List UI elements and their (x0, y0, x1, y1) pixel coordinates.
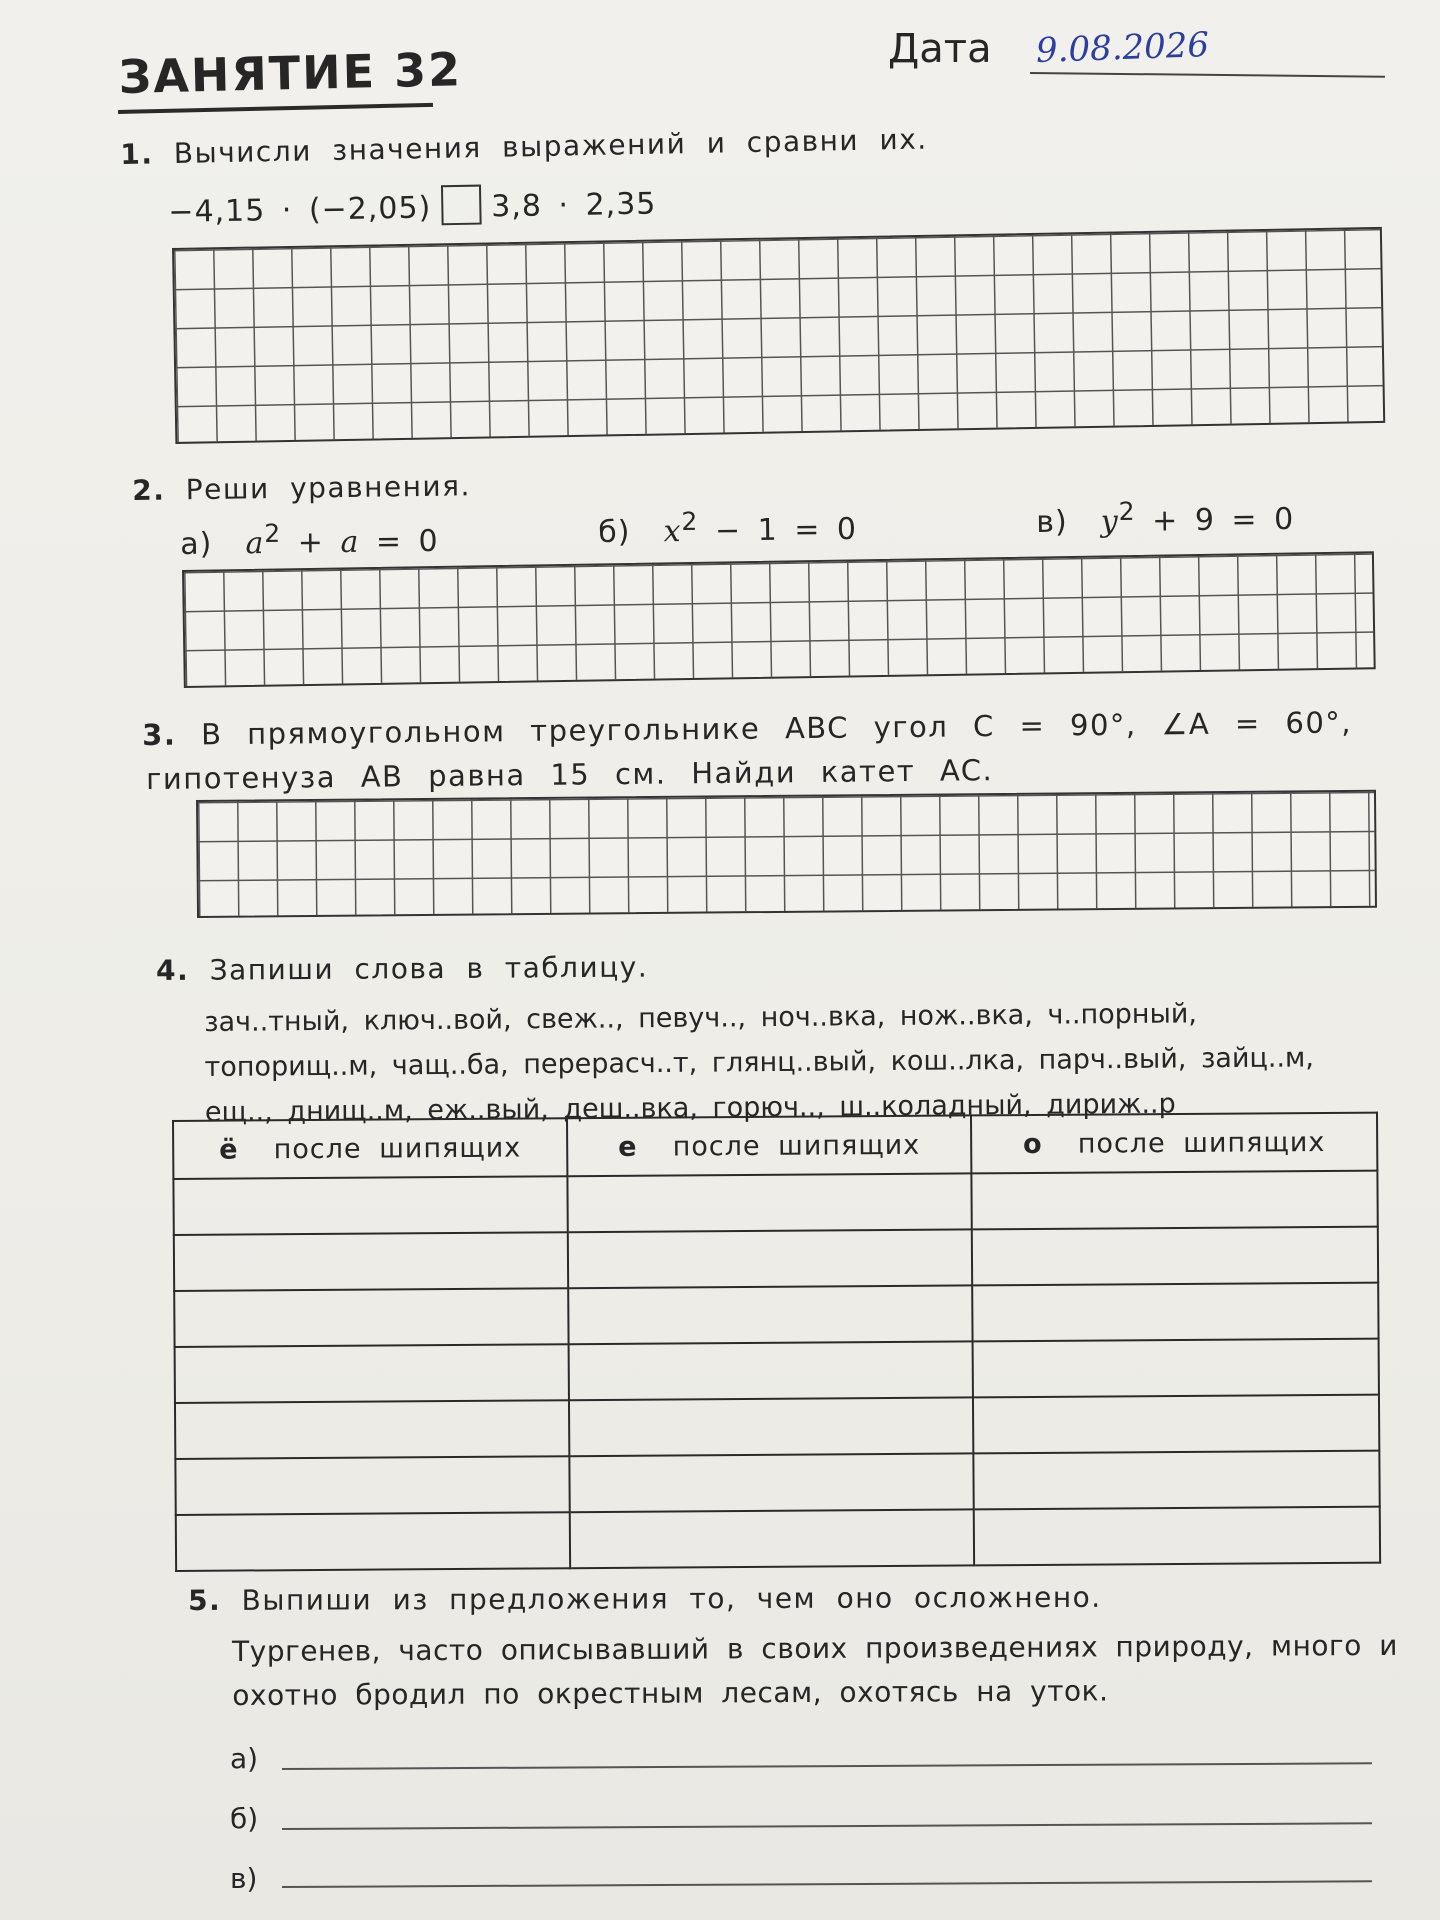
table-cell[interactable] (176, 1512, 570, 1571)
column-header-o: о после шипящих (971, 1113, 1377, 1174)
task-4-heading (156, 951, 648, 987)
table-cell[interactable] (569, 1341, 973, 1400)
equation-c-label: в) (1036, 504, 1068, 540)
word-list-line-1: зач..тный, ключ..вой, свеж.., певуч.., ноч..вка, нож..вка, ч..порный, (204, 998, 1198, 1038)
date-label: Дата (888, 26, 992, 72)
table-cell[interactable] (174, 1232, 568, 1291)
column-header-yo: ё после шипящих (173, 1118, 567, 1179)
task-3-number: 3. (142, 717, 177, 752)
column-header-e: е после шипящих (567, 1115, 971, 1176)
title-underline (118, 103, 433, 114)
task-5-sentence (232, 1624, 1398, 1718)
table-cell[interactable] (175, 1400, 569, 1459)
task-4-number: 4. (156, 953, 190, 987)
task-2-number: 2. (132, 473, 166, 507)
table-row (174, 1227, 1378, 1291)
table-cell[interactable] (173, 1176, 567, 1235)
equation-a-label: а) (180, 526, 213, 562)
equation-b: б) $x^2 - 1 = 0$ (598, 506, 858, 550)
word-list-line-2: топорищ..м, чащ..ба, перерасч..т, глянц..вый, кош..лка, парч..вый, зайц..м, (204, 1042, 1315, 1083)
word-list-line-3: ещ.., днищ..м, еж..вый, деш..вка, горюч.., ш..коладный, дириж..р (204, 1088, 1176, 1128)
answer-a-line[interactable] (282, 1762, 1372, 1770)
table-row (176, 1507, 1380, 1571)
task-3-line-1 (142, 705, 1352, 752)
table-cell[interactable] (971, 1171, 1377, 1230)
answer-b-line[interactable] (282, 1822, 1372, 1830)
date-line (1030, 72, 1385, 78)
answer-c-line[interactable] (282, 1880, 1372, 1888)
task-2-answer-grid[interactable] (182, 551, 1376, 688)
equation-a: а) $a^2 + a = 0$ (180, 518, 439, 562)
handwritten-date: 9.08.2026 (1035, 24, 1210, 72)
task-4-text: Запиши слова в таблицу. (209, 950, 649, 987)
table-cell[interactable] (567, 1173, 971, 1232)
table-cell[interactable] (972, 1227, 1378, 1286)
equation-c: в) $y^2 + 9 = 0$ (1036, 496, 1295, 540)
table-cell[interactable] (569, 1453, 973, 1512)
lesson-title: ЗАНЯТИЕ 32 (118, 42, 463, 104)
table-row (175, 1395, 1379, 1459)
task-3-answer-grid[interactable] (196, 790, 1377, 918)
task-2-heading (132, 469, 471, 507)
table-header-row (173, 1113, 1377, 1179)
task-3-text-line-2: гипотенуза AB равна 15 см. Найди катет AC. (146, 753, 994, 796)
table-cell[interactable] (174, 1288, 568, 1347)
table-cell[interactable] (569, 1397, 973, 1456)
answer-c-label: в) (230, 1862, 258, 1895)
sentence-line-2: охотно бродил по окрестным лесам, охотясь на уток. (232, 1674, 1109, 1712)
equation-b-label: б) (598, 514, 631, 550)
table-cell[interactable] (973, 1339, 1379, 1398)
table-row (174, 1283, 1378, 1347)
task-1-heading (120, 122, 928, 170)
table-cell[interactable] (973, 1451, 1379, 1510)
table-cell[interactable] (568, 1285, 972, 1344)
table-cell[interactable] (175, 1456, 569, 1515)
right-expression: 3,8 · 2,35 (490, 186, 657, 225)
spelling-table (172, 1112, 1381, 1572)
task-1-text: Вычисли значения выражений и сравни их. (173, 122, 928, 170)
table-row (173, 1171, 1377, 1235)
comparison-box[interactable] (441, 185, 482, 226)
answer-b-label: б) (230, 1802, 259, 1835)
table-row (175, 1339, 1379, 1403)
task-2-text: Реши уравнения. (185, 469, 472, 507)
task-1-answer-grid[interactable] (172, 227, 1385, 444)
left-expression: −4,15 · (−2,05) (168, 190, 432, 230)
sentence-line-1: Тургенев, часто описывавший в своих произведениях природу, много и (232, 1628, 1398, 1668)
table-cell[interactable] (175, 1344, 569, 1403)
table-cell[interactable] (570, 1509, 974, 1568)
table-cell[interactable] (973, 1395, 1379, 1454)
table-cell[interactable] (974, 1507, 1380, 1566)
task-1-expression (168, 181, 657, 230)
table-cell[interactable] (972, 1283, 1378, 1342)
table-row (175, 1451, 1379, 1515)
task-5-number: 5. (188, 1583, 222, 1617)
task-1-number: 1. (120, 137, 154, 171)
answer-a-label: а) (230, 1742, 259, 1775)
task-5-heading (188, 1581, 1102, 1617)
table-cell[interactable] (568, 1229, 972, 1288)
task-3-text-line-1: В прямоугольном треугольнике ABC угол C = 90°, ∠A = 60°, (200, 705, 1353, 752)
task-5-text: Выпиши из предложения то, чем оно осложнено. (241, 1580, 1102, 1617)
